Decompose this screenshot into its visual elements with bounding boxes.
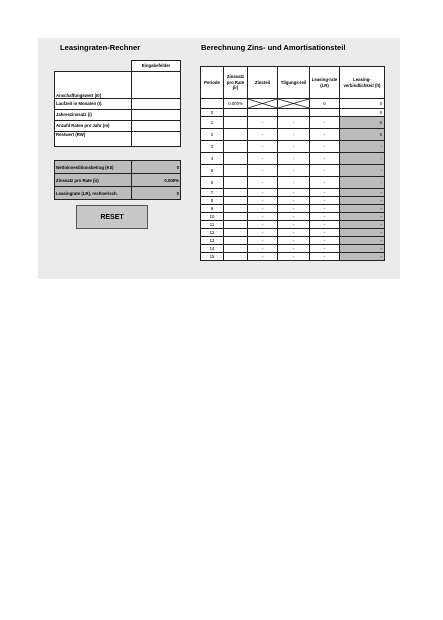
header-verbindlichkeit: Leasing-verbindlichkeit (lt) <box>340 67 385 99</box>
table-cell <box>224 197 248 205</box>
table-row <box>201 197 385 205</box>
table-row <box>201 229 385 237</box>
input-value-laufzeit[interactable] <box>132 98 181 109</box>
table-cell: - <box>310 153 340 165</box>
table-cell <box>224 177 248 189</box>
table-cell: - <box>278 221 310 229</box>
table-cell <box>224 153 248 165</box>
table-cell: 0 <box>340 117 385 129</box>
table-cell <box>224 141 248 153</box>
table-cell: 7 <box>201 189 224 197</box>
table-cell: 6 <box>201 177 224 189</box>
table-cell <box>224 189 248 197</box>
table-row <box>201 141 385 153</box>
table-cell: - <box>278 177 310 189</box>
table-row <box>201 117 385 129</box>
table-row <box>201 205 385 213</box>
calculator-title: Leasingraten-Rechner <box>60 43 141 52</box>
table-cell: - <box>310 205 340 213</box>
table-row <box>201 109 385 117</box>
table-cell: - <box>248 177 278 189</box>
input-header-spacer <box>55 61 132 72</box>
table-cell: - <box>278 237 310 245</box>
cross-icon <box>248 99 278 109</box>
table-cell: - <box>278 189 310 197</box>
input-label: Laufzeit in Monaten (t) <box>55 98 132 109</box>
table-cell <box>224 237 248 245</box>
table-row <box>201 153 385 165</box>
table-row <box>201 221 385 229</box>
table-row <box>201 189 385 197</box>
output-table <box>54 160 181 200</box>
table-cell: - <box>248 205 278 213</box>
table-cell: 0.000% <box>224 99 248 109</box>
table-cell: - <box>310 237 340 245</box>
table-cell: - <box>310 229 340 237</box>
table-cell: - <box>278 229 310 237</box>
table-cell: - <box>340 177 385 189</box>
table-cell <box>201 99 224 109</box>
table-cell: - <box>340 229 385 237</box>
table-cell: - <box>248 153 278 165</box>
table-cell: 9 <box>201 205 224 213</box>
reset-button[interactable]: RESET <box>76 205 148 229</box>
input-label: Anschaffungswert (I0) <box>55 71 132 98</box>
table-row <box>201 165 385 177</box>
table-cell <box>224 129 248 141</box>
table-cell <box>224 229 248 237</box>
table-cell: - <box>278 245 310 253</box>
table-cell: 14 <box>201 245 224 253</box>
table-title: Berechnung Zins- und Amortisationsteil <box>201 43 346 52</box>
input-value-anschaffungswert[interactable] <box>132 71 181 98</box>
table-cell: - <box>278 213 310 221</box>
table-row <box>201 213 385 221</box>
table-cell: 0 <box>310 99 340 109</box>
table-cell: 0 <box>340 99 385 109</box>
table-cell: 11 <box>201 221 224 229</box>
table-cell: 3 <box>201 141 224 153</box>
input-value-jahreszinssatz[interactable] <box>132 109 181 120</box>
table-row <box>201 245 385 253</box>
table-cell <box>224 245 248 253</box>
table-cell: - <box>310 165 340 177</box>
table-cell: - <box>278 197 310 205</box>
table-cell: - <box>248 237 278 245</box>
input-value-restwert[interactable] <box>132 131 181 146</box>
table-cell: - <box>248 165 278 177</box>
table-cell: 2 <box>201 129 224 141</box>
table-cell: - <box>340 221 385 229</box>
header-tilgungsteil: Tilgungs-teil <box>278 67 310 99</box>
table-cell: - <box>248 245 278 253</box>
header-leasingrate: Leasing-rate (LR) <box>310 67 340 99</box>
table-row <box>201 99 385 109</box>
table-row <box>201 129 385 141</box>
table-cell: 15 <box>201 253 224 261</box>
table-row <box>201 253 385 261</box>
table-cell: - <box>278 253 310 261</box>
table-cell: - <box>248 253 278 261</box>
table-cell <box>224 109 248 117</box>
table-row <box>201 237 385 245</box>
table-cell: - <box>278 153 310 165</box>
header-zinssatz: Zinssatz pro Rate (ir) <box>224 67 248 99</box>
table-cell: - <box>278 141 310 153</box>
input-table <box>54 60 181 147</box>
table-cell: - <box>310 253 340 261</box>
table-cell: 0 <box>340 129 385 141</box>
table-cell: - <box>340 197 385 205</box>
input-label: Anzahl Raten pro Jahr (m) <box>55 120 132 131</box>
table-cell: 5 <box>201 165 224 177</box>
table-cell: 4 <box>201 153 224 165</box>
table-cell: - <box>340 141 385 153</box>
table-cell: - <box>310 245 340 253</box>
amortization-table <box>200 66 385 261</box>
table-cell: 0 <box>340 109 385 117</box>
table-cell: - <box>340 189 385 197</box>
table-cell <box>224 213 248 221</box>
table-cell <box>248 109 278 117</box>
table-cell: - <box>248 197 278 205</box>
table-cell: 10 <box>201 213 224 221</box>
table-cell: 8 <box>201 197 224 205</box>
table-cell <box>224 205 248 213</box>
output-label: Zinssatz pro Rate (ir) <box>55 174 132 187</box>
table-cell: - <box>248 213 278 221</box>
table-cell: - <box>310 213 340 221</box>
table-cell: 0 <box>201 109 224 117</box>
table-cell: - <box>310 177 340 189</box>
table-cell: - <box>248 229 278 237</box>
cross-icon <box>278 99 310 109</box>
table-cell: - <box>310 197 340 205</box>
output-value: 0 <box>132 161 181 174</box>
output-label: Nettoinvestitionsbetrag (K0) <box>55 161 132 174</box>
table-cell: - <box>340 205 385 213</box>
table-cell: 1 <box>201 117 224 129</box>
input-value-raten[interactable] <box>132 120 181 131</box>
table-cell: - <box>278 129 310 141</box>
table-cell: - <box>248 129 278 141</box>
table-cell: 12 <box>201 229 224 237</box>
header-zinsteil: Zinsteil <box>248 67 278 99</box>
table-cell: - <box>340 213 385 221</box>
table-cell: - <box>248 221 278 229</box>
output-value: 0 <box>132 187 181 200</box>
table-cell: - <box>310 189 340 197</box>
table-cell: - <box>278 205 310 213</box>
table-cell: - <box>310 141 340 153</box>
table-cell <box>224 165 248 177</box>
table-cell: - <box>340 153 385 165</box>
table-cell: - <box>278 165 310 177</box>
output-value: 0.000% <box>132 174 181 187</box>
table-cell: - <box>310 221 340 229</box>
input-header: Eingabefelder <box>132 61 181 72</box>
table-cell: 13 <box>201 237 224 245</box>
table-cell: - <box>310 117 340 129</box>
input-label: Restwert (RW) <box>55 131 132 146</box>
table-cell: - <box>340 253 385 261</box>
table-cell: - <box>248 189 278 197</box>
table-cell <box>310 109 340 117</box>
table-cell: - <box>310 129 340 141</box>
table-row <box>201 177 385 189</box>
input-label: Jahreszinssatz (i) <box>55 109 132 120</box>
output-label: Leasingrate (LR), rechnerisch. <box>55 187 132 200</box>
table-cell: - <box>340 165 385 177</box>
table-cell <box>224 253 248 261</box>
table-cell <box>278 109 310 117</box>
table-cell: - <box>340 237 385 245</box>
table-cell <box>224 221 248 229</box>
header-periode: Periode <box>201 67 224 99</box>
table-cell: - <box>278 117 310 129</box>
table-cell: - <box>340 245 385 253</box>
table-cell: - <box>248 117 278 129</box>
table-cell: - <box>248 141 278 153</box>
table-cell <box>224 117 248 129</box>
